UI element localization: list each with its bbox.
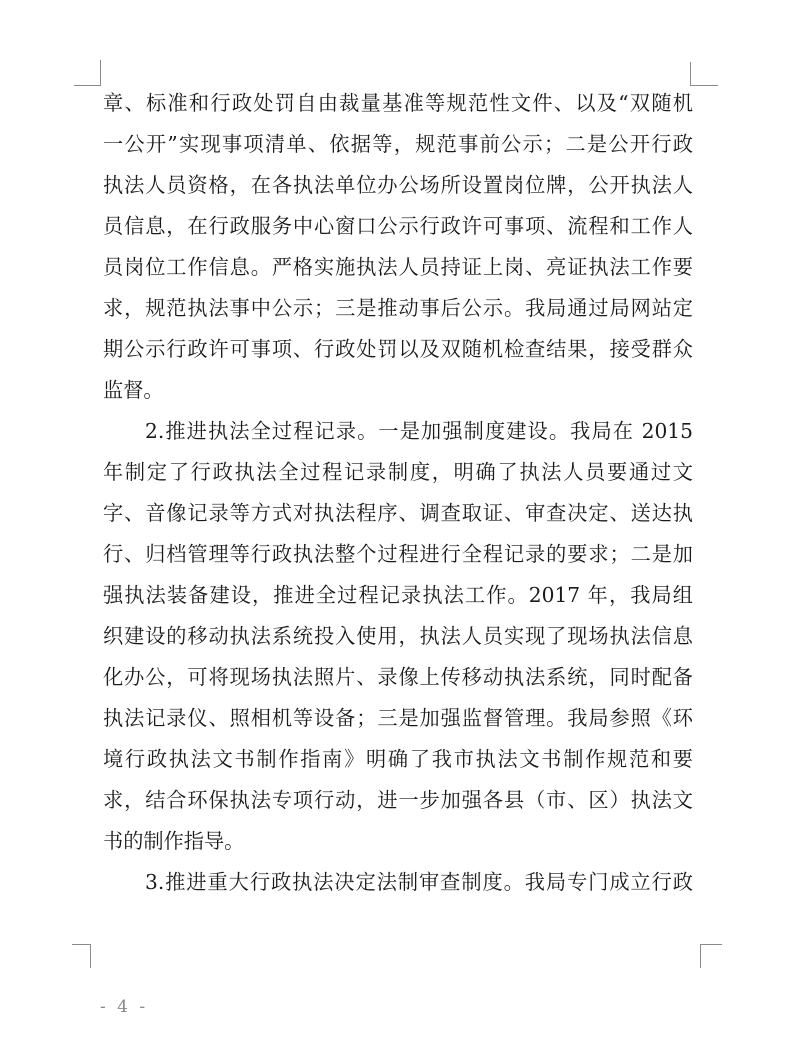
text-line: 化办公，可将现场执法照片、录像上传移动执法系统，同时配备	[103, 665, 693, 689]
text-line: 强执法装备建设，推进全过程记录执法工作。2017 年，我局组	[103, 583, 693, 607]
text-line: 年制定了行政执法全过程记录制度，明确了执法人员要通过文	[103, 460, 693, 484]
text-line: 监督。	[103, 378, 164, 402]
text-line: 3.推进重大行政执法决定法制审查制度。我局专门成立行政	[145, 870, 693, 894]
text-line: 求，规范执法事中公示；三是推动事后公示。我局通过局网站定	[103, 296, 693, 320]
text-line: 境行政执法文书制作指南》明确了我市执法文书制作规范和要	[103, 747, 693, 771]
text-line: 织建设的移动执法系统投入使用，执法人员实现了现场执法信息	[103, 624, 693, 648]
text-line: 2.推进执法全过程记录。一是加强制度建设。我局在 2015	[145, 419, 693, 443]
text-line: 一公开”实现事项清单、依据等，规范事前公示；二是公开行政	[103, 132, 693, 156]
text-line: 执法人员资格，在各执法单位办公场所设置岗位牌，公开执法人	[103, 173, 693, 197]
text-line: 字、音像记录等方式对执法程序、调查取证、审查决定、送达执	[103, 501, 693, 525]
text-line: 行、归档管理等行政执法整个过程进行全程记录的要求；二是加	[103, 542, 693, 566]
text-line: 员岗位工作信息。严格实施执法人员持证上岗、亮证执法工作要	[103, 255, 693, 279]
text-line: 执法记录仪、照相机等设备；三是加强监督管理。我局参照《环	[103, 706, 693, 730]
page-number: - 4 -	[100, 997, 149, 1017]
text-line: 书的制作指导。	[103, 829, 245, 853]
text-line: 期公示行政许可事项、行政处罚以及双随机检查结果，接受群众	[103, 337, 693, 361]
text-line: 章、标准和行政处罚自由裁量基准等规范性文件、以及“双随机	[103, 91, 693, 115]
text-line: 求，结合环保执法专项行动，进一步加强各县（市、区）执法文	[103, 788, 693, 812]
text-line: 员信息，在行政服务中心窗口公示行政许可事项、流程和工作人	[103, 214, 693, 238]
